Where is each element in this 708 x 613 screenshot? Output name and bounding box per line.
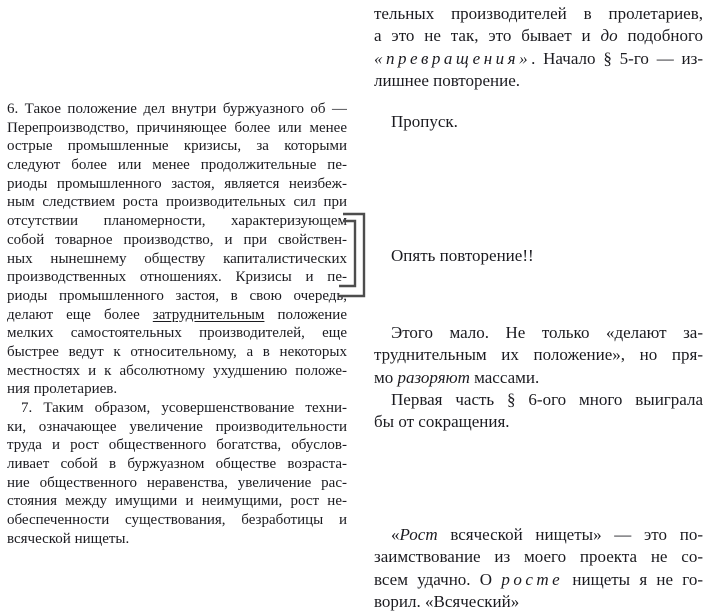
text-line-with-underline bbox=[7, 306, 347, 325]
text-line: Первая часть § 6-ого много выиграла bbox=[391, 389, 703, 409]
text-line: быстрее ведут к относительному, а в некоторых bbox=[7, 343, 347, 360]
text-line: Пропуск. bbox=[391, 112, 458, 131]
text-line: 7. Таким образом, усовершенствование техни- bbox=[21, 400, 347, 416]
text-line: ворил. «Всяческий» bbox=[374, 591, 520, 611]
paragraph-7 bbox=[7, 399, 347, 549]
italic-word: Рост bbox=[399, 525, 438, 544]
margin-note-etogo-malo bbox=[374, 322, 703, 433]
line-segment: « bbox=[391, 525, 400, 544]
italic-word: разоряют bbox=[397, 367, 470, 387]
text-line: Этого мало. Не только «делают за- bbox=[391, 323, 703, 342]
text-line: мелких самостоятельных производителей, еще bbox=[7, 325, 347, 342]
margin-note-opyat bbox=[374, 245, 703, 267]
text-line-with-spaced-italic bbox=[374, 48, 703, 70]
text-line: труднительным их положение», но пря- bbox=[374, 345, 703, 365]
outer-bracket bbox=[338, 214, 364, 296]
text-line-with-spaced-italic bbox=[374, 569, 703, 591]
text-line: отсутствии планомерности, характеризующем bbox=[7, 213, 347, 230]
spaced-italic-word: росте bbox=[501, 569, 564, 589]
text-line: всяческой нищеты. bbox=[7, 530, 130, 547]
spaced-italic-word: «превращения» bbox=[374, 48, 532, 68]
margin-note-continuation bbox=[374, 3, 703, 92]
text-line-with-italic bbox=[374, 25, 703, 47]
paragraph-6 bbox=[7, 100, 347, 399]
text-line: тельных производителей в пролетариев, bbox=[374, 4, 703, 23]
text-line: обеспеченности существования, безработицы и bbox=[7, 512, 347, 529]
text-line: заимствование из моего проекта не со- bbox=[374, 547, 703, 567]
text-line: труда и рост общественного богатства, обуслов- bbox=[7, 437, 347, 454]
text-line-with-italic bbox=[374, 524, 703, 546]
text-line: острые промышленные кризисы, за которыми bbox=[7, 138, 347, 155]
text-line: ливает собой в буржуазном обществе возраста- bbox=[7, 456, 347, 473]
left-text-column bbox=[7, 100, 347, 549]
text-line: ние общественного неравенства, увеличение рас- bbox=[7, 474, 347, 491]
text-line: ных нынешнему обществу капиталистических bbox=[7, 250, 347, 267]
text-line: собой товарное производство, и при свойствен- bbox=[7, 231, 347, 248]
margin-note-rost bbox=[374, 524, 703, 613]
text-line: стояния между имущими и неимущими, рост не- bbox=[7, 493, 347, 510]
nested-bracket-mark bbox=[336, 209, 368, 301]
text-line: ным следствием роста производительных сил при bbox=[7, 194, 347, 211]
margin-note-propusk bbox=[374, 111, 703, 133]
line-segment: всяческой нищеты» — это по- bbox=[437, 525, 703, 544]
text-line: ния пролетариев. bbox=[7, 381, 118, 398]
text-line: Перепроизводство, причиняющее более или менее bbox=[7, 119, 347, 136]
text-line: Опять повторение!! bbox=[391, 246, 534, 265]
text-line: производственных отношениях. Кризисы и пе- bbox=[7, 269, 347, 286]
line-segment: подобного bbox=[617, 26, 703, 46]
inner-bracket bbox=[339, 221, 355, 286]
text-line: местностях и к абсолютному ухудшению положе- bbox=[7, 362, 347, 379]
text-line: 6. Такое положение дел внутри буржуазного об — bbox=[7, 101, 347, 117]
text-line: лишнее повторение. bbox=[374, 70, 521, 90]
text-line: риоды промышленного застоя, в свою очередь, bbox=[7, 287, 347, 304]
line-segment: массами. bbox=[469, 367, 540, 387]
text-line: риоды промышленного застоя, является неизбеж- bbox=[7, 175, 347, 192]
line-segment: а это не так, это бывает и bbox=[374, 26, 601, 46]
line-segment: делают еще более bbox=[7, 306, 153, 323]
line-segment: . Начало § 5-го — из- bbox=[531, 48, 703, 68]
text-line: следуют более или менее продолжительные пе- bbox=[7, 157, 347, 174]
text-line-with-italic bbox=[374, 367, 703, 389]
text-line: ки, означающее увеличение производительности bbox=[7, 418, 347, 435]
line-segment: всем удачно. О bbox=[374, 569, 502, 589]
line-segment: нищеты я не го- bbox=[563, 569, 703, 589]
underlined-word: затруднительным bbox=[152, 306, 265, 323]
italic-word: до bbox=[600, 26, 618, 46]
line-segment: мо bbox=[374, 367, 398, 387]
line-segment: положение bbox=[264, 306, 347, 323]
text-line: бы от сокращения. bbox=[374, 412, 510, 432]
